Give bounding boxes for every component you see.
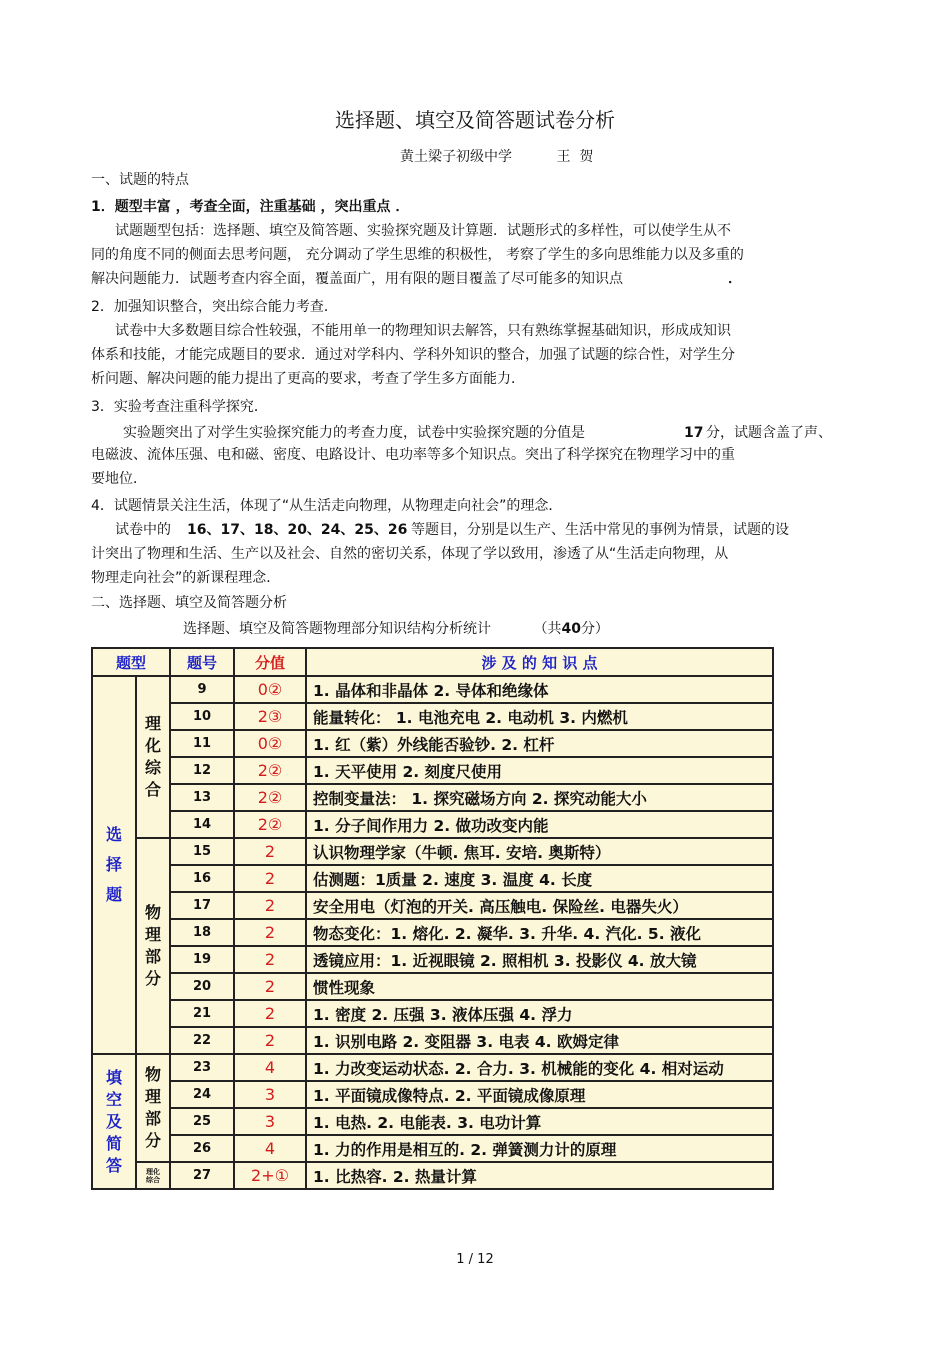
point-4-line-1c: 等题目，分别是以生产、生活中常见的事例为情景，试题的设 [411,522,789,538]
question-number: 21 [170,1000,234,1027]
question-number: 10 [170,703,234,730]
table-caption [183,620,609,638]
table-row [92,892,773,919]
point-1-title-b: ，考查全面，注重基础 [175,199,321,215]
knowledge-points: 1. 识别电路 2. 变阻器 3. 电表 4. 欧姆定律 [306,1027,773,1054]
table-row [92,1162,773,1189]
point-1-line-end: ． [728,271,742,287]
point-4-title: 4．试题情景关注生活，体现了“从生活走向物理，从物理走向社会”的理念． [91,498,563,514]
question-number: 26 [170,1135,234,1162]
table-row [92,1108,773,1135]
point-2-line-1: 试卷中大多数题目综合性较强，不能用单一的物理知识去解答，只有熟练掌握基础知识，形成成知识 [115,323,731,339]
point-1-title-d: ． [395,199,410,215]
point-3-title: 3．实验考查注重科学探究． [91,399,268,415]
point-2-title: 2．加强知识整合，突出综合能力考查． [91,299,338,315]
table-row [92,973,773,1000]
knowledge-points: 能量转化： 1. 电池充电 2. 电动机 3. 内燃机 [306,703,773,730]
point-2-line-2: 体系和技能，才能完成题目的要求．通过对学科内、学科外知识的整合，加强了试题的综合性，对学生分 [91,347,735,363]
knowledge-structure-table [91,647,774,1190]
header-knowledge: 涉 及 的 知 识 点 [306,648,773,676]
question-number: 27 [170,1162,234,1189]
question-score: 2 [234,946,306,973]
table-row [92,784,773,811]
question-number: 25 [170,1108,234,1135]
question-number: 14 [170,811,234,838]
question-score: 0② [234,730,306,757]
knowledge-points: 透镜应用：1. 近视眼镜 2. 照相机 3. 投影仪 4. 放大镜 [306,946,773,973]
question-score: 2+① [234,1162,306,1189]
question-score: 2 [234,838,306,865]
knowledge-points: 1. 比热容. 2. 热量计算 [306,1162,773,1189]
question-score: 2② [234,811,306,838]
point-3-line-3: 要地位． [91,471,147,487]
point-1-line-3: 解决问题能力．试题考查内容全面，覆盖面广，用有限的题目覆盖了尽可能多的知识点 [91,271,623,287]
table-row [92,1054,773,1081]
question-number: 24 [170,1081,234,1108]
point-1-line-2: 同的角度不同的侧面去思考问题， 充分调动了学生思维的积极性， 考察了学生的多向思维能力以及多重的 [91,247,744,263]
knowledge-points: 1. 平面镜成像特点. 2. 平面镜成像原理 [306,1081,773,1108]
table-row [92,1000,773,1027]
table-caption-total-close: 分） [580,621,609,637]
point-4-question-list: 16、17、18、20、24、25、26 [187,522,408,538]
knowledge-points: 估测题：1质量 2. 速度 3. 温度 4. 长度 [306,865,773,892]
table-row [92,703,773,730]
question-score: 2 [234,1027,306,1054]
table-caption-total-open: （共 [533,621,562,637]
table-row [92,811,773,838]
question-number: 15 [170,838,234,865]
knowledge-points: 1. 力的作用是相互的. 2. 弹簧测力计的原理 [306,1135,773,1162]
question-number: 18 [170,919,234,946]
table-row [92,757,773,784]
point-3-line-1c: 分，试题含盖了声、 [706,425,832,441]
point-1-line-1: 试题题型包括：选择题、填空及简答题、实验探究题及计算题．试题形式的多样性，可以使学生从不 [115,223,731,239]
table-row [92,730,773,757]
knowledge-points: 认识物理学家（牛顿. 焦耳. 安培. 奥斯特） [306,838,773,865]
subcategory-physics-fill: 物理部分 [136,1054,170,1162]
question-score: 4 [234,1054,306,1081]
point-1-title [91,198,409,216]
question-score: 3 [234,1108,306,1135]
table-row [92,1027,773,1054]
point-3-line-1a: 实验题突出了对学生实验探究能力的考查力度，试卷中实验探究题的分值是 [123,425,585,441]
knowledge-points: 1. 电热. 2. 电能表. 3. 电功计算 [306,1108,773,1135]
question-score: 0② [234,676,306,703]
point-4-line-3: 物理走向社会”的新课程理念． [91,570,281,586]
table-header-row [92,648,773,676]
table-row [92,865,773,892]
question-number: 23 [170,1054,234,1081]
subcategory-integrated-small: 理化综合 [136,1162,170,1189]
point-1-title-a: 1．题型丰富 [91,199,176,215]
question-score: 2③ [234,703,306,730]
question-score: 2 [234,1000,306,1027]
table-row [92,1135,773,1162]
question-number: 22 [170,1027,234,1054]
question-score: 2 [234,892,306,919]
section-heading-1: 一、试题的特点 [91,172,189,188]
knowledge-points: 安全用电（灯泡的开关. 高压触电. 保险丝. 电器失火） [306,892,773,919]
question-score: 2② [234,784,306,811]
knowledge-points: 惯性现象 [306,973,773,1000]
knowledge-points: 物态变化：1. 熔化. 2. 凝华. 3. 升华. 4. 汽化. 5. 液化 [306,919,773,946]
point-4-line-2: 计突出了物理和生活、生产以及社会、自然的密切关系，体现了学以致用，渗透了从“生活走向物理，从 [91,546,729,562]
subcategory-integrated: 理化综合 [136,676,170,838]
table-row [92,838,773,865]
question-number: 9 [170,676,234,703]
point-1-title-c: ，突出重点 [320,199,396,215]
header-score: 分值 [234,648,306,676]
question-number: 16 [170,865,234,892]
author-line: 黄土梁子初级中学 王 贺 [400,149,594,165]
category-choice: 选择题 [92,676,136,1054]
knowledge-points: 1. 力改变运动状态. 2. 合力. 3. 机械能的变化 4. 相对运动 [306,1054,773,1081]
page-title: 选择题、填空及简答题试卷分析 [335,108,615,132]
question-number: 17 [170,892,234,919]
page-number: 1 / 12 [456,1252,494,1267]
table-row [92,919,773,946]
question-number: 13 [170,784,234,811]
header-number: 题号 [170,648,234,676]
table-row [92,676,773,703]
point-2-line-3: 析问题、解决问题的能力提出了更高的要求，考查了学生多方面能力． [91,371,525,387]
knowledge-points: 1. 密度 2. 压强 3. 液体压强 4. 浮力 [306,1000,773,1027]
table-caption-text: 选择题、填空及简答题物理部分知识结构分析统计 [183,621,491,637]
question-score: 2② [234,757,306,784]
point-4-line-1a: 试卷中的 [115,522,171,538]
table-caption-total: 40 [561,621,581,637]
knowledge-points: 1. 天平使用 2. 刻度尺使用 [306,757,773,784]
header-type: 题型 [92,648,170,676]
knowledge-points: 1. 晶体和非晶体 2. 导体和绝缘体 [306,676,773,703]
knowledge-points: 1. 红（紫）外线能否验钞. 2. 杠杆 [306,730,773,757]
question-score: 2 [234,865,306,892]
table-row [92,1081,773,1108]
question-score: 4 [234,1135,306,1162]
point-3-line-2: 电磁波、流体压强、电和磁、密度、电路设计、电功率等多个知识点。突出了科学探究在物理学习中的重 [91,447,735,463]
knowledge-points: 1. 分子间作用力 2. 做功改变内能 [306,811,773,838]
knowledge-points: 控制变量法： 1. 探究磁场方向 2. 探究动能大小 [306,784,773,811]
question-number: 19 [170,946,234,973]
question-score: 3 [234,1081,306,1108]
question-score: 2 [234,973,306,1000]
question-number: 12 [170,757,234,784]
category-fill-and-short-answer: 填空及简答 [92,1054,136,1189]
point-3-score: 17 [684,425,704,441]
question-number: 20 [170,973,234,1000]
question-score: 2 [234,919,306,946]
section-heading-2: 二、选择题、填空及简答题分析 [91,595,287,611]
question-number: 11 [170,730,234,757]
subcategory-physics-choice: 物理部分 [136,838,170,1054]
table-row [92,946,773,973]
